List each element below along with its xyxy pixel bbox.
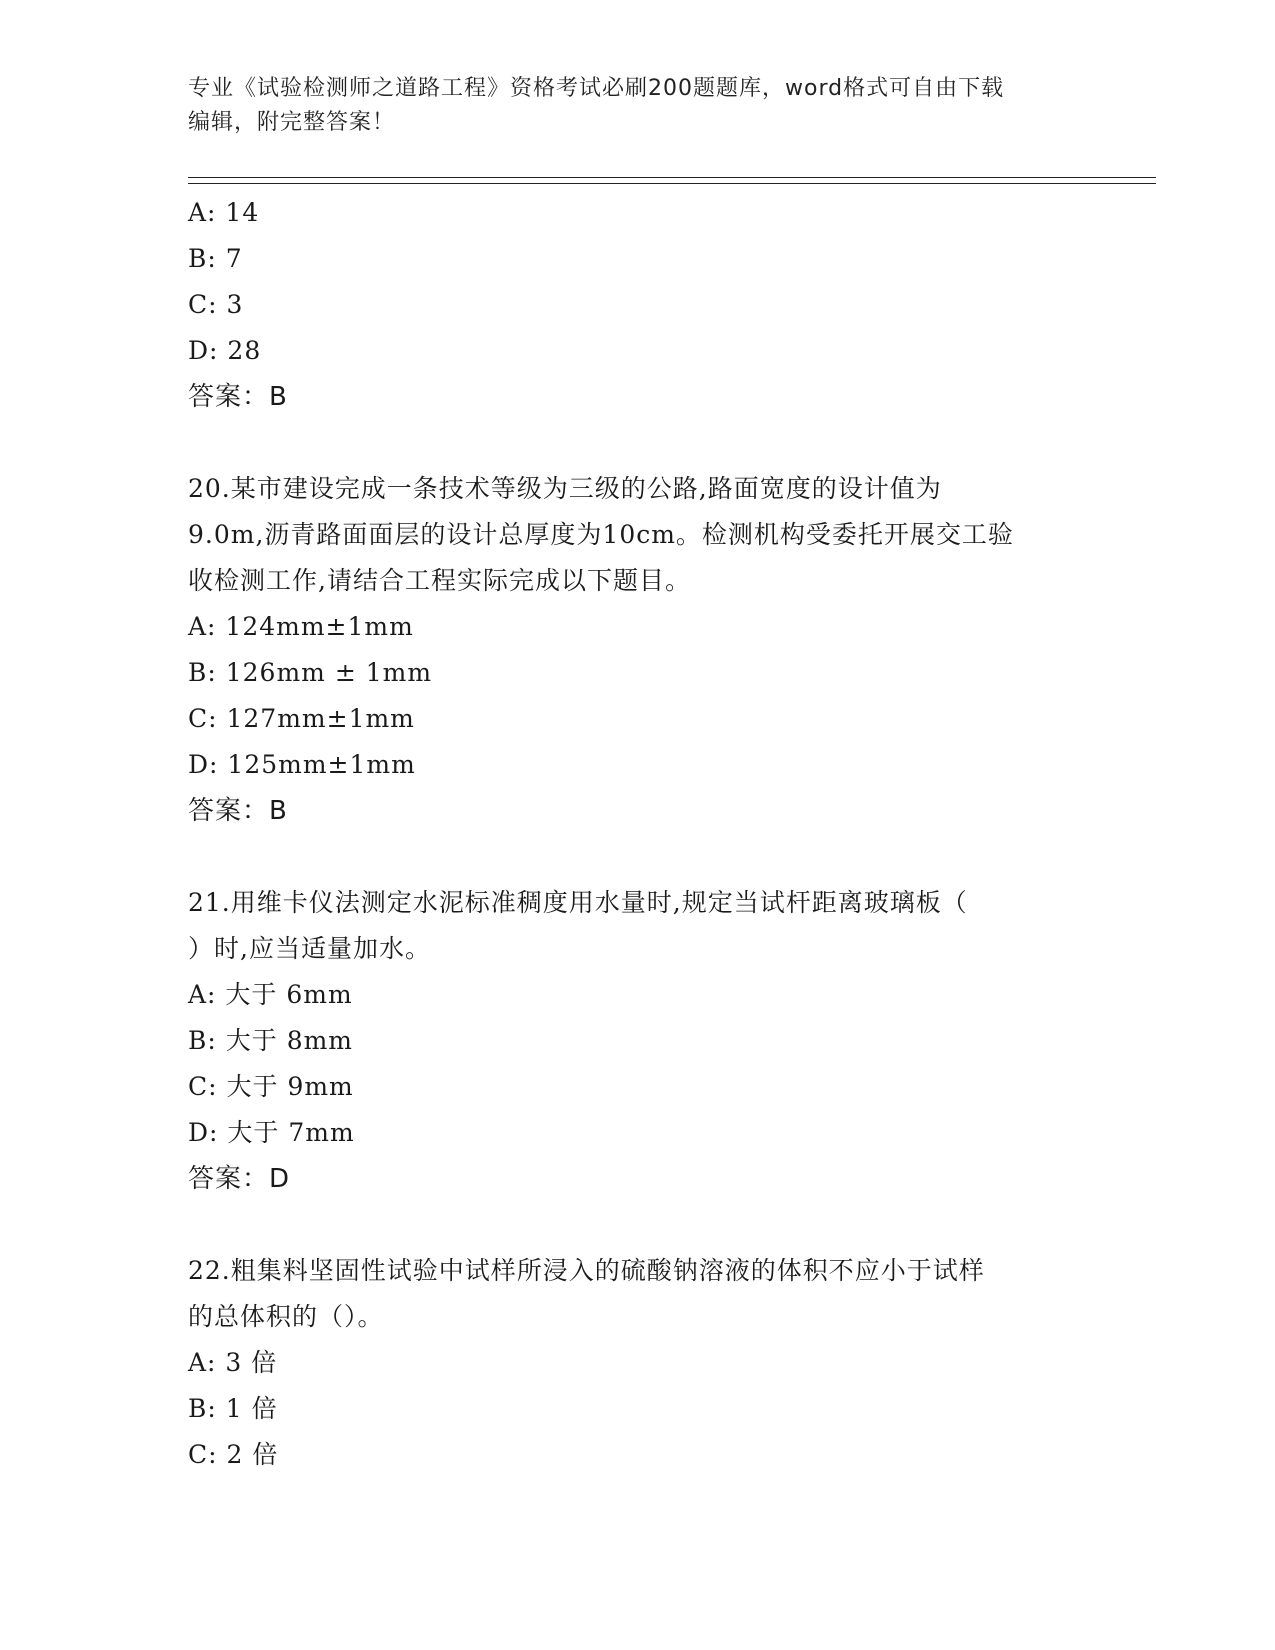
question-list [188, 190, 1108, 1478]
answer: 答案：D [188, 1164, 291, 1194]
option-c: C: 3 [188, 290, 244, 319]
question-21 [188, 880, 1108, 1202]
option-b: B: 126mm ± 1mm [188, 658, 433, 687]
header-line-1: 专业《试验检测师之道路工程》资格考试必刷200题题库，word格式可自由下载 [188, 76, 1005, 101]
option-c: C: 2 倍 [188, 1440, 279, 1469]
question-text-line: 收检测工作,请结合工程实际完成以下题目。 [188, 566, 691, 595]
option-b: B: 7 [188, 244, 243, 273]
option-d: D: 28 [188, 336, 262, 365]
answer: 答案：B [188, 796, 288, 826]
option-a: A: 3 倍 [188, 1348, 278, 1377]
header-line-2: 编辑，附完整答案！ [188, 110, 396, 135]
header-divider-top [188, 177, 1156, 178]
question-20 [188, 466, 1108, 834]
spacer [188, 420, 1108, 466]
spacer [188, 834, 1108, 880]
question-text-line: ）时,应当适量加水。 [188, 934, 431, 963]
question-text-line: 21.用维卡仪法测定水泥标准稠度用水量时,规定当试杆距离玻璃板（ [188, 888, 968, 917]
option-a: A: 124mm±1mm [188, 612, 414, 641]
question-text-line: 22.粗集料坚固性试验中试样所浸入的硫酸钠溶液的体积不应小于试样 [188, 1256, 985, 1285]
option-b: B: 大于 8mm [188, 1026, 354, 1055]
header-divider-bottom [188, 183, 1156, 184]
document-header [188, 72, 1088, 140]
question-19-tail [188, 190, 1108, 420]
option-a: A: 大于 6mm [188, 980, 353, 1009]
spacer [188, 1202, 1108, 1248]
answer: 答案：B [188, 382, 288, 412]
option-c: C: 127mm±1mm [188, 704, 415, 733]
option-b: B: 1 倍 [188, 1394, 278, 1423]
question-text-line: 9.0m,沥青路面面层的设计总厚度为10cm。检测机构受委托开展交工验 [188, 520, 1014, 549]
question-22 [188, 1248, 1108, 1478]
option-a: A: 14 [188, 198, 260, 227]
option-d: D: 大于 7mm [188, 1118, 355, 1147]
question-text-line: 20.某市建设完成一条技术等级为三级的公路,路面宽度的设计值为 [188, 474, 942, 503]
option-c: C: 大于 9mm [188, 1072, 354, 1101]
option-d: D: 125mm±1mm [188, 750, 416, 779]
question-text-line: 的总体积的（）。 [188, 1302, 384, 1331]
